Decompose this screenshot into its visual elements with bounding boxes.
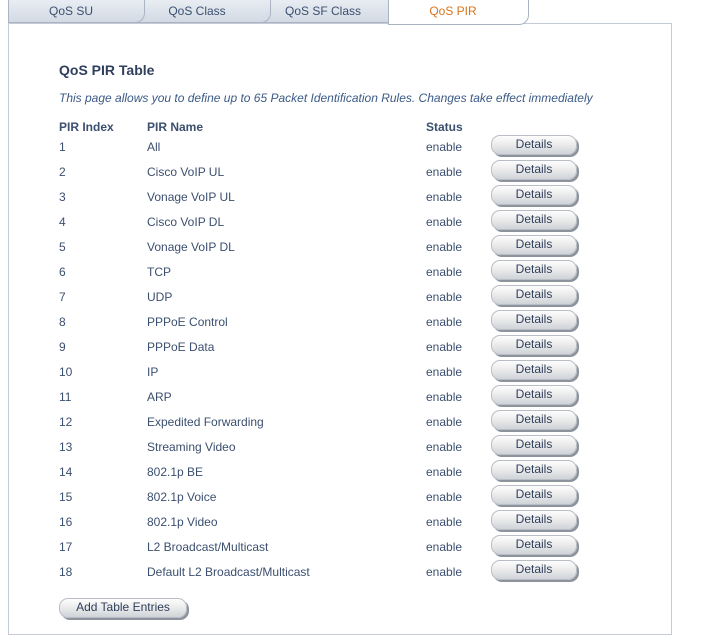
pir-name-cell: 802.1p BE xyxy=(147,465,204,479)
pir-status-cell: enable xyxy=(426,315,463,329)
pir-status-cell: enable xyxy=(426,140,463,154)
details-button[interactable]: Details xyxy=(491,310,577,330)
pir-name-cell: PPPoE Data xyxy=(147,340,215,354)
pir-index-cell: 14 xyxy=(59,465,73,479)
header-pir-index: PIR Index xyxy=(59,120,114,134)
table-row xyxy=(0,284,705,309)
pir-index-cell: 5 xyxy=(59,240,66,254)
pir-name-cell: ARP xyxy=(147,390,172,404)
table-row xyxy=(0,384,705,409)
header-pir-name: PIR Name xyxy=(147,120,204,134)
details-button[interactable]: Details xyxy=(491,435,577,455)
pir-status-cell: enable xyxy=(426,540,463,554)
pir-index-cell: 15 xyxy=(59,490,73,504)
pir-name-cell: Expedited Forwarding xyxy=(147,415,264,429)
pir-index-cell: 1 xyxy=(59,140,66,154)
pir-index-cell: 4 xyxy=(59,215,66,229)
pir-name-cell: Cisco VoIP UL xyxy=(147,165,225,179)
table-row xyxy=(0,134,705,159)
tab-qos-su[interactable]: QoS SU xyxy=(8,0,134,23)
pir-name-cell: UDP xyxy=(147,290,173,304)
page-title: QoS PIR Table xyxy=(59,62,155,78)
tab-qos-pir[interactable]: QoS PIR xyxy=(388,0,518,25)
table-row xyxy=(0,459,705,484)
pir-status-cell: enable xyxy=(426,340,463,354)
pir-status-cell: enable xyxy=(426,515,463,529)
pir-status-cell: enable xyxy=(426,240,463,254)
details-button[interactable]: Details xyxy=(491,510,577,530)
pir-index-cell: 16 xyxy=(59,515,73,529)
pir-index-cell: 12 xyxy=(59,415,73,429)
pir-index-cell: 10 xyxy=(59,365,73,379)
pir-name-cell: Default L2 Broadcast/Multicast xyxy=(147,565,310,579)
table-row xyxy=(0,534,705,559)
details-button[interactable]: Details xyxy=(491,360,577,380)
pir-status-cell: enable xyxy=(426,390,463,404)
details-button[interactable]: Details xyxy=(491,235,577,255)
pir-status-cell: enable xyxy=(426,465,463,479)
pir-name-cell: Streaming Video xyxy=(147,440,236,454)
pir-name-cell: Vonage VoIP DL xyxy=(147,240,235,254)
pir-index-cell: 9 xyxy=(59,340,66,354)
pir-status-cell: enable xyxy=(426,165,463,179)
table-row xyxy=(0,434,705,459)
table-row xyxy=(0,359,705,384)
pir-status-cell: enable xyxy=(426,290,463,304)
details-button[interactable]: Details xyxy=(491,185,577,205)
details-button[interactable]: Details xyxy=(491,460,577,480)
table-row xyxy=(0,309,705,334)
pir-index-cell: 11 xyxy=(59,390,72,404)
table-row xyxy=(0,259,705,284)
details-button[interactable]: Details xyxy=(491,535,577,555)
pir-index-cell: 2 xyxy=(59,165,66,179)
pir-status-cell: enable xyxy=(426,190,463,204)
pir-index-cell: 18 xyxy=(59,565,73,579)
pir-name-cell: Cisco VoIP DL xyxy=(147,215,225,229)
pir-name-cell: TCP xyxy=(147,265,171,279)
pir-status-cell: enable xyxy=(426,440,463,454)
pir-name-cell: 802.1p Video xyxy=(147,515,218,529)
pir-index-cell: 7 xyxy=(59,290,66,304)
pir-status-cell: enable xyxy=(426,415,463,429)
page-description: This page allows you to define up to 65 Packet Identification Rules. Changes take effect immediately xyxy=(59,91,593,105)
add-table-entries-button[interactable]: Add Table Entries xyxy=(59,598,187,618)
pir-name-cell: 802.1p Voice xyxy=(147,490,217,504)
pir-table xyxy=(0,134,705,584)
table-row xyxy=(0,484,705,509)
details-button[interactable]: Details xyxy=(491,210,577,230)
pir-index-cell: 13 xyxy=(59,440,73,454)
pir-index-cell: 6 xyxy=(59,265,66,279)
pir-status-cell: enable xyxy=(426,265,463,279)
details-button[interactable]: Details xyxy=(491,385,577,405)
header-status: Status xyxy=(426,120,463,134)
pir-status-cell: enable xyxy=(426,490,463,504)
pir-status-cell: enable xyxy=(426,215,463,229)
tab-qos-sf-class[interactable]: QoS SF Class xyxy=(259,0,387,23)
table-row xyxy=(0,509,705,534)
table-row xyxy=(0,559,705,584)
tab-qos-class[interactable]: QoS Class xyxy=(134,0,260,23)
details-button[interactable]: Details xyxy=(491,335,577,355)
details-button[interactable]: Details xyxy=(491,135,577,155)
pir-index-cell: 8 xyxy=(59,315,66,329)
table-row xyxy=(0,234,705,259)
pir-status-cell: enable xyxy=(426,365,463,379)
pir-name-cell: PPPoE Control xyxy=(147,315,228,329)
pir-index-cell: 3 xyxy=(59,190,66,204)
pir-name-cell: All xyxy=(147,140,161,154)
details-button[interactable]: Details xyxy=(491,560,577,580)
pir-index-cell: 17 xyxy=(59,540,73,554)
table-row xyxy=(0,184,705,209)
pir-name-cell: IP xyxy=(147,365,159,379)
table-row xyxy=(0,209,705,234)
details-button[interactable]: Details xyxy=(491,285,577,305)
table-row xyxy=(0,159,705,184)
table-row xyxy=(0,409,705,434)
pir-name-cell: Vonage VoIP UL xyxy=(147,190,235,204)
details-button[interactable]: Details xyxy=(491,260,577,280)
details-button[interactable]: Details xyxy=(491,485,577,505)
details-button[interactable]: Details xyxy=(491,410,577,430)
table-row xyxy=(0,334,705,359)
pir-name-cell: L2 Broadcast/Multicast xyxy=(147,540,269,554)
details-button[interactable]: Details xyxy=(491,160,577,180)
pir-status-cell: enable xyxy=(426,565,463,579)
